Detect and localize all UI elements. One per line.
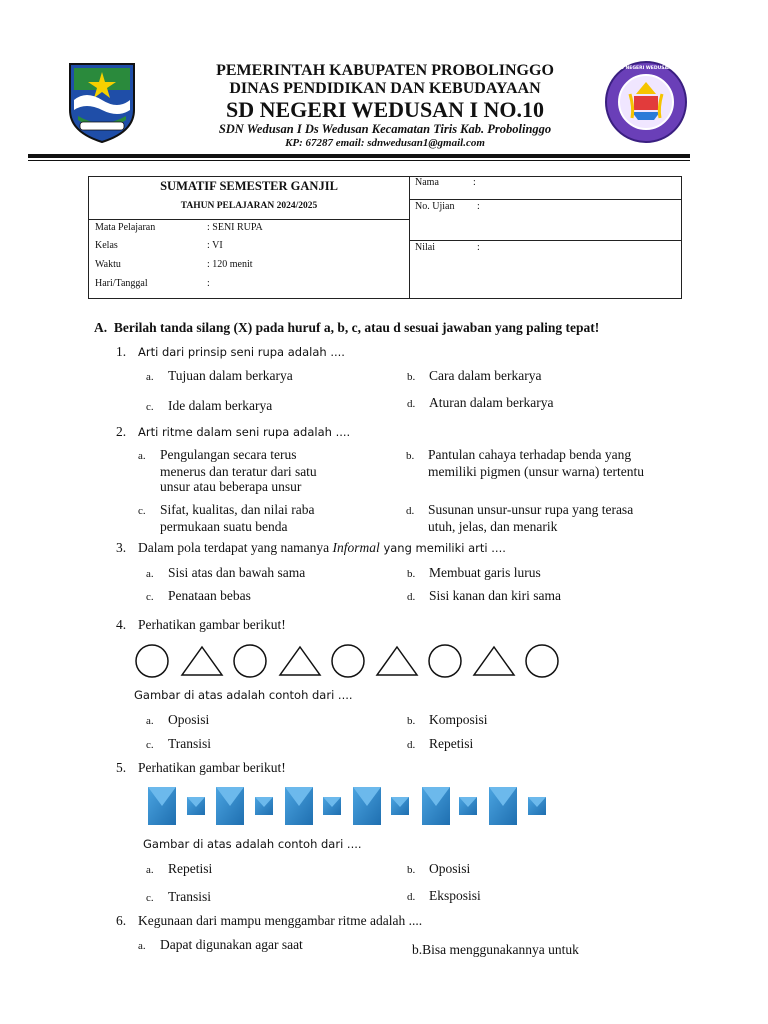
- info-label-subject: Mata Pelajaran: [95, 222, 156, 233]
- header-department: DINAS PENDIDIKAN DAN KEBUDAYAAN: [229, 80, 541, 97]
- question-5: [116, 760, 286, 776]
- small-square-icon: [391, 797, 409, 815]
- info-value-time: : 120 menit: [207, 259, 253, 270]
- question-6: [116, 913, 422, 929]
- q5-option-c[interactable]: c. Transisi: [146, 889, 212, 904]
- header-government: PEMERINTAH KABUPATEN PROBOLINGGO: [216, 62, 554, 79]
- question-text: Perhatikan gambar berikut!: [138, 617, 286, 632]
- question-number: 3.: [116, 540, 127, 555]
- triangle-shape-icon: [182, 647, 222, 675]
- triangle-shape-icon: [280, 647, 320, 675]
- question-3: 3. Dalam pola terdapat yang namanya Informal yang memiliki arti ....: [116, 540, 506, 555]
- question-text: Perhatikan gambar berikut!: [138, 760, 286, 775]
- q2-option-b[interactable]: b. Pantulan cahaya terhadap benda yang memiliki pigmen (unsur warna) tertentu: [406, 447, 644, 479]
- q4-option-a[interactable]: a. Oposisi: [146, 712, 210, 727]
- regency-logo-icon: [66, 60, 138, 144]
- circle-shape-icon: [429, 645, 461, 677]
- q6-option-a[interactable]: a. Dapat digunakan agar saat: [138, 937, 303, 952]
- score-label: Nilai: [415, 242, 435, 253]
- question-4: [116, 617, 286, 633]
- small-square-icon: [255, 797, 273, 815]
- q1-option-a[interactable]: a. Tujuan dalam berkarya: [146, 368, 293, 383]
- q2-option-c[interactable]: c. Sifat, kualitas, dan nilai raba permukaan suatu benda: [138, 502, 315, 534]
- q2-option-d[interactable]: d. Susunan unsur-unsur rupa yang terasa utuh, jelas, dan menarik: [406, 502, 634, 534]
- circle-shape-icon: [332, 645, 364, 677]
- large-square-icon: [148, 787, 176, 825]
- exam-info-box: [88, 176, 682, 299]
- q5-option-a[interactable]: a. Repetisi: [146, 861, 213, 876]
- large-square-icon: [216, 787, 244, 825]
- q5-shape-pattern: [146, 785, 550, 827]
- q2-option-a[interactable]: a. Pengulangan secara terus menerus dan teratur dari satu unsur atau beberapa unsur: [138, 447, 317, 494]
- info-label-date: Hari/Tanggal: [95, 278, 148, 289]
- q3-option-c[interactable]: c. Penataan bebas: [146, 588, 251, 603]
- q4-shape-pattern: [130, 643, 570, 681]
- question-number: 6.: [116, 913, 127, 928]
- section-instruction: A. Berilah tanda silang (X) pada huruf a, b, c, atau d sesuai jawaban yang paling tepat!: [94, 320, 600, 335]
- q1-option-d[interactable]: d. Aturan dalam berkarya: [407, 395, 554, 410]
- q5-caption: Gambar di atas adalah contoh dari ....: [143, 837, 362, 851]
- name-label: Nama: [415, 177, 439, 188]
- q6-option-b[interactable]: b.Bisa menggunakannya untuk: [412, 942, 579, 957]
- small-square-icon: [528, 797, 546, 815]
- q4-option-c[interactable]: c. Transisi: [146, 736, 212, 751]
- small-square-icon: [187, 797, 205, 815]
- q5-option-b[interactable]: b. Oposisi: [407, 861, 471, 876]
- score-field[interactable]: :: [477, 242, 480, 253]
- header-divider-thin: [28, 160, 690, 161]
- header-contact: KP: 67287 email: sdnwedusan1@gmail.com: [285, 137, 485, 149]
- school-logo-text: SD NEGERI WEDUSAN I: [616, 66, 675, 71]
- large-square-icon: [353, 787, 381, 825]
- circle-shape-icon: [234, 645, 266, 677]
- q1-option-c[interactable]: c. Ide dalam berkarya: [146, 398, 273, 413]
- circle-shape-icon: [136, 645, 168, 677]
- exam-number-field[interactable]: :: [477, 201, 480, 212]
- question-1: [116, 344, 345, 360]
- q3-option-b[interactable]: b. Membuat garis lurus: [407, 565, 541, 580]
- q4-caption: Gambar di atas adalah contoh dari ....: [134, 688, 353, 702]
- info-value-date: :: [207, 278, 210, 289]
- info-label-class: Kelas: [95, 240, 118, 251]
- small-square-icon: [459, 797, 477, 815]
- question-text: Arti dari prinsip seni rupa adalah ....: [138, 345, 345, 359]
- question-2: [116, 424, 350, 440]
- large-square-icon: [489, 787, 517, 825]
- question-number: 1.: [116, 344, 127, 359]
- header-address: SDN Wedusan I Ds Wedusan Kecamatan Tiris Kab. Probolinggo: [218, 122, 552, 136]
- info-label-time: Waktu: [95, 259, 121, 270]
- small-square-icon: [323, 797, 341, 815]
- large-square-icon: [422, 787, 450, 825]
- q1-option-b[interactable]: b. Cara dalam berkarya: [407, 368, 542, 383]
- question-number: 5.: [116, 760, 127, 775]
- question-text: Arti ritme dalam seni rupa adalah ....: [138, 425, 351, 439]
- exam-title: SUMATIF SEMESTER GANJIL: [160, 179, 338, 193]
- q4-option-d[interactable]: d. Repetisi: [407, 736, 474, 751]
- q4-option-b[interactable]: b. Komposisi: [407, 712, 488, 727]
- name-field[interactable]: :: [473, 177, 476, 188]
- large-square-icon: [285, 787, 313, 825]
- question-text: Kegunaan dari mampu menggambar ritme adalah ....: [138, 913, 423, 928]
- circle-shape-icon: [526, 645, 558, 677]
- q3-option-a[interactable]: a. Sisi atas dan bawah sama: [146, 565, 306, 580]
- exam-number-label: No. Ujian: [415, 201, 455, 212]
- header-school-name: SD NEGERI WEDUSAN I NO.10: [225, 97, 545, 122]
- q3-option-d[interactable]: d. Sisi kanan dan kiri sama: [407, 588, 561, 603]
- info-value-class: : VI: [207, 240, 223, 251]
- info-value-subject: : SENI RUPA: [207, 222, 263, 233]
- triangle-shape-icon: [474, 647, 514, 675]
- header-divider: [28, 154, 690, 158]
- exam-year: TAHUN PELAJARAN 2024/2025: [180, 201, 318, 211]
- triangle-shape-icon: [377, 647, 417, 675]
- q5-option-d[interactable]: d. Eksposisi: [407, 888, 481, 903]
- question-number: 4.: [116, 617, 127, 632]
- question-number: 2.: [116, 424, 127, 439]
